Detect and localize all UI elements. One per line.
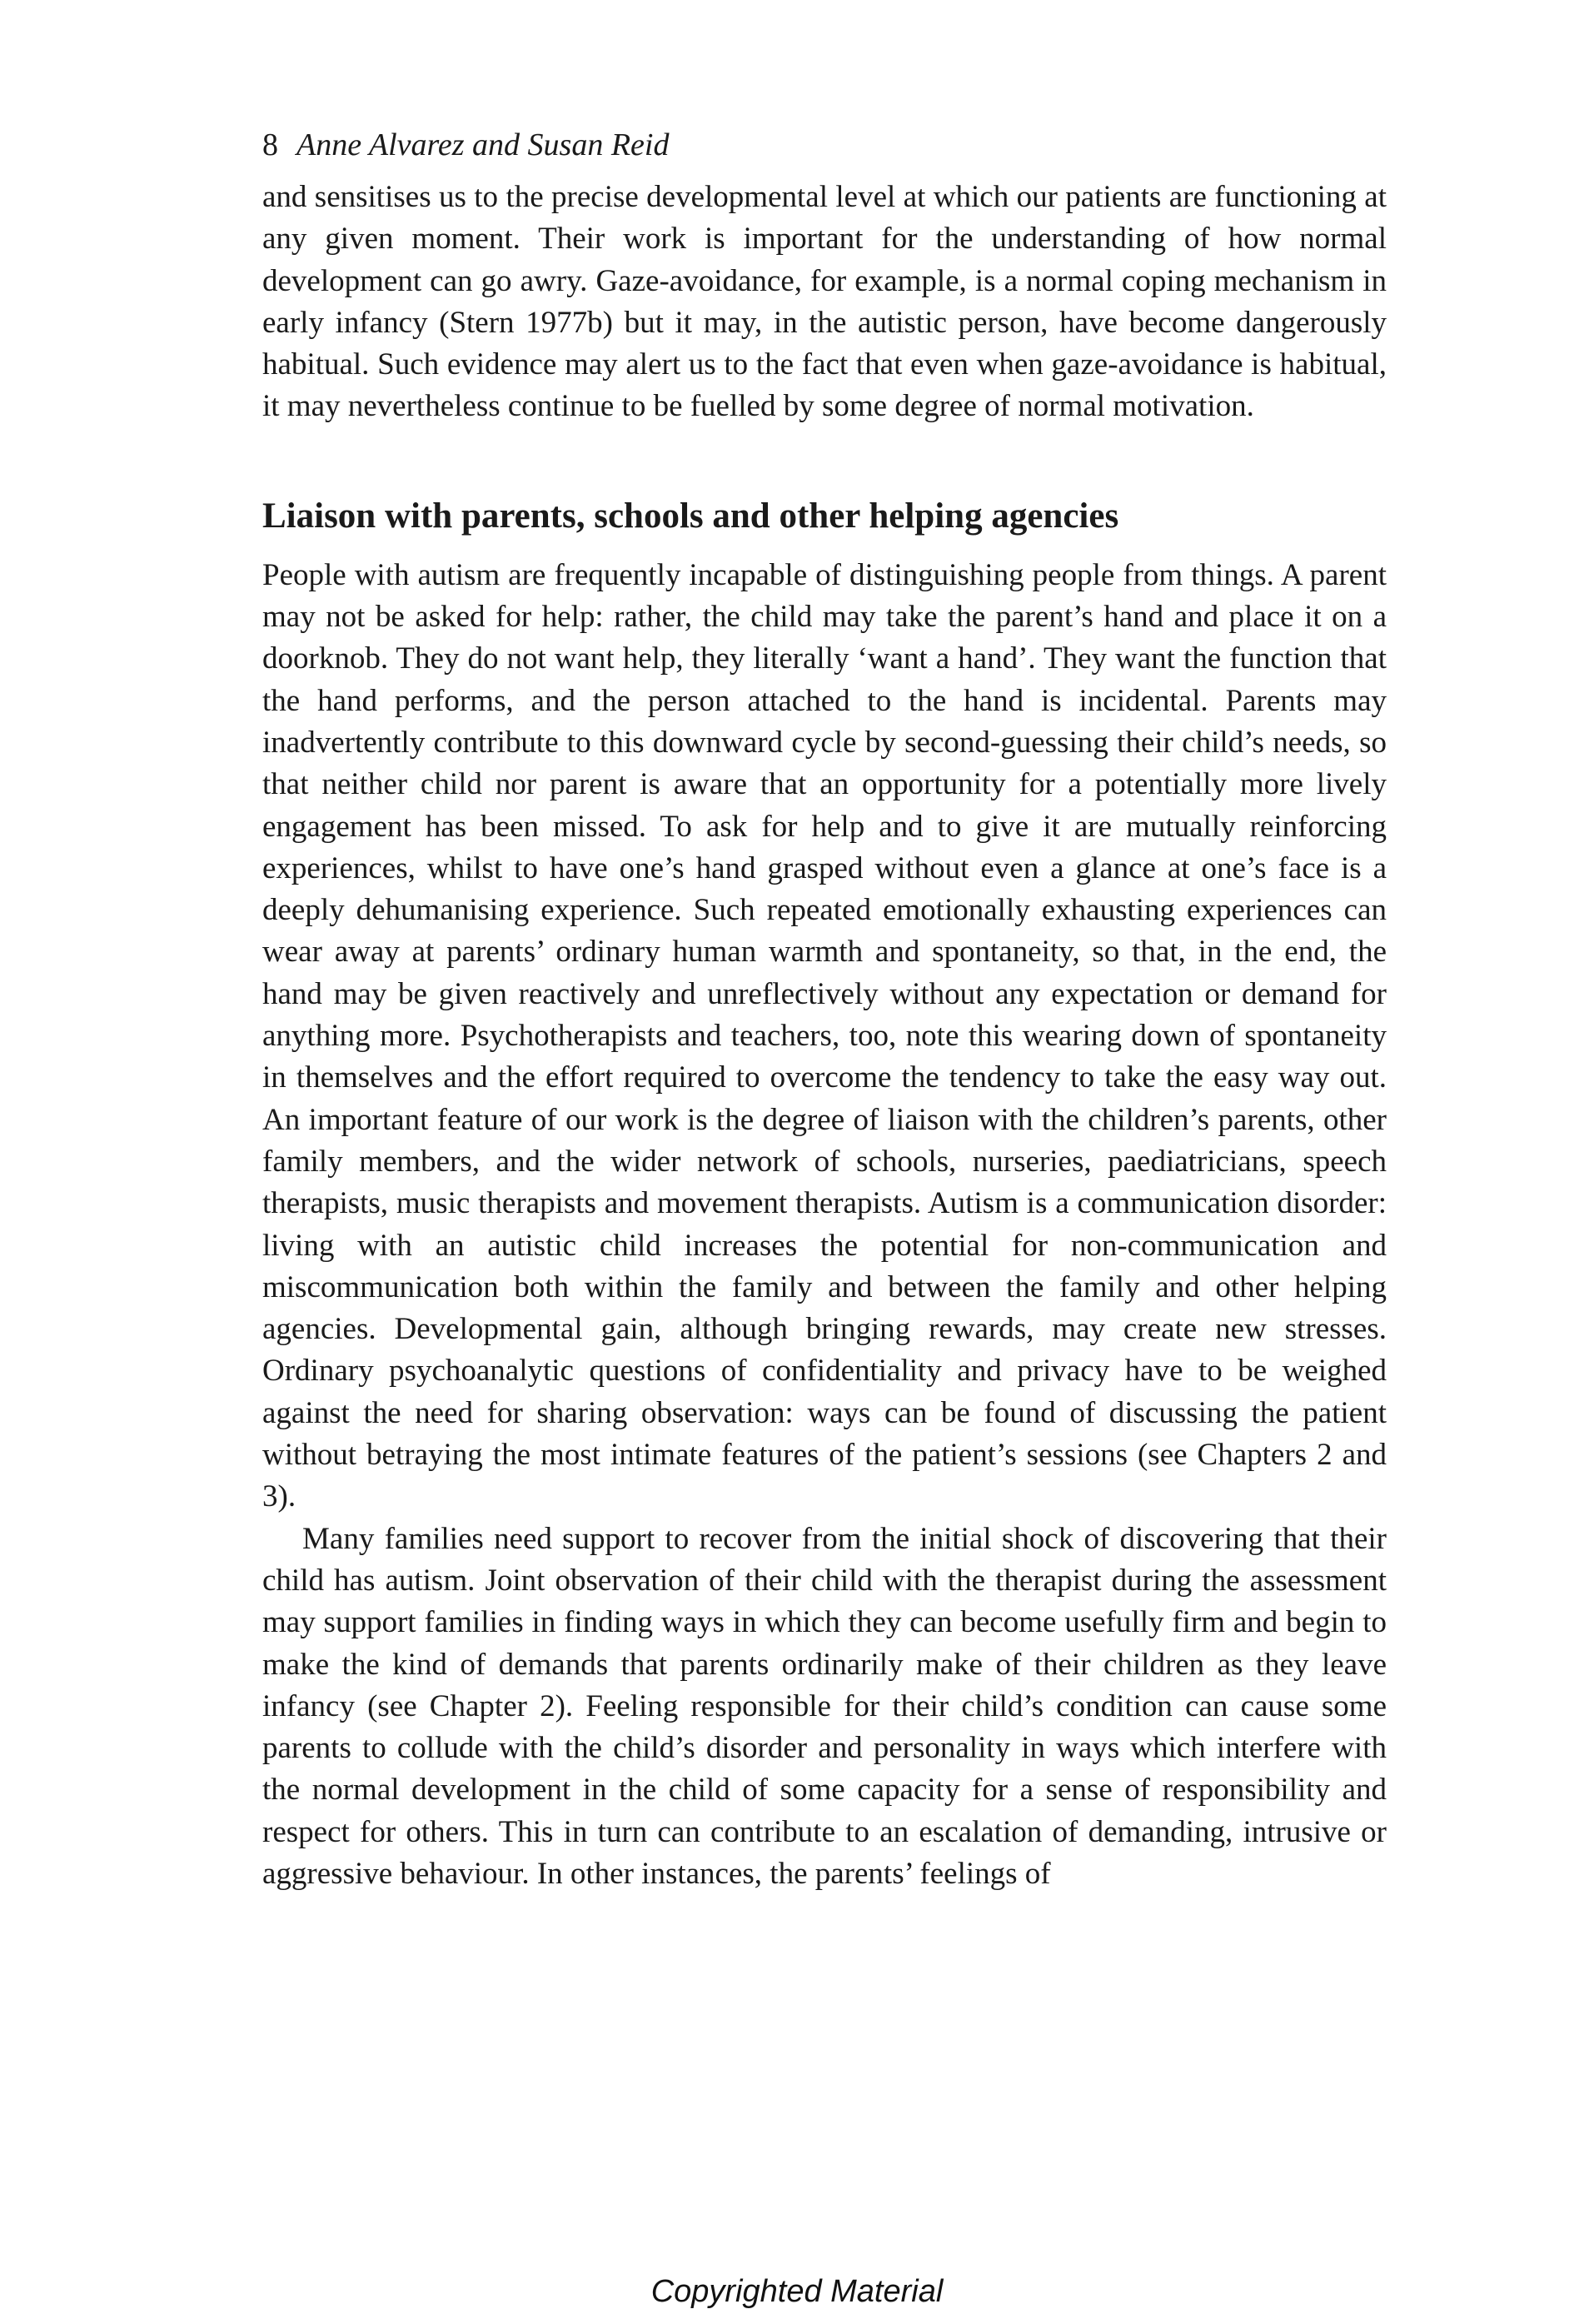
paragraph-families: Many families need support to recover from the initial shock of discovering that their child has autism. Joint observation of their child with the therapist during the assessment may support families in finding ways in which they can become usefully firm and begin to make the kind of demands that parents ordinarily make of their children as they leave infancy (see Chapter 2). Feeling responsible for their child’s condition can cause some parents to collude with the child’s disorder and personality in ways which interfere with the normal development in the child of some capacity for a sense of responsibility and respect for others. This in turn can contribute to an escalation of demanding, intrusive or aggressive behaviour. In other instances, the parents’ feelings of bbox=[262, 1521, 1387, 1891]
running-head bbox=[262, 125, 1387, 165]
running-head-authors: Anne Alvarez and Susan Reid bbox=[296, 127, 670, 162]
section-heading: Liaison with parents, schools and other helping agencies bbox=[262, 496, 1119, 536]
book-page bbox=[262, 125, 1387, 1895]
paragraph-liaison: People with autism are frequently incapable of distinguishing people from things. A parent may not be asked for help: rather, the child may take the parent’s hand and place it on a doorknob. They do not want help, they literally ‘want a hand’. They want the function that the hand performs, and the person attached to the hand is incidental. Parents may inadvertently contribute to this downward cycle by second-guessing their child’s needs, so that neither child nor parent is aware that an opportunity for a potentially more lively engagement has been missed. To ask for help and to give it are mutually reinforcing experiences, whilst to have one’s hand grasped without even a glance at one’s face is a deeply dehumanising experience. Such repeated emotionally exhausting experiences can wear away at parents’ ordinary human warmth and spontaneity, so that, in the end, the hand may be given reactively and unreflectively without any expectation or demand for anything more. Psychotherapists and teachers, too, note this wearing down of spontaneity in themselves and the effort required to overcome the tendency to take the easy way out. An important feature of our work is the degree of liaison with the children’s parents, other family members, and the wider network of schools, nurseries, paediatricians, speech therapists, music therapists and movement therapists. Autism is a communication disorder: living with an autistic child increases the potential for non-communication and miscommunication both within the family and between the family and other helping agencies. Developmental gain, although bringing rewards, may create new stresses. Ordinary psychoanalytic questions of confidentiality and privacy have to be weighed against the need for sharing observation: ways can be found of discussing the patient without betraying the most intimate features of the patient’s sessions (see Chapters 2 and 3). bbox=[262, 557, 1387, 1514]
page-number: 8 bbox=[262, 127, 278, 162]
paragraph-continuation: and sensitises us to the precise developmental level at which our patients are functioning at any given moment. Their work is important for the understanding of how normal development can go awry. Gaze-avoidance, for example, is a normal coping mechanism in early infancy (Stern 1977b) but it may, in the autistic person, have become dangerously habitual. Such evidence may alert us to the fact that even when gaze-avoidance is habitual, it may nevertheless continue to be fuelled by some degree of normal motivation. bbox=[262, 180, 1387, 424]
copyright-footer: Copyrighted Material bbox=[650, 2274, 944, 2309]
